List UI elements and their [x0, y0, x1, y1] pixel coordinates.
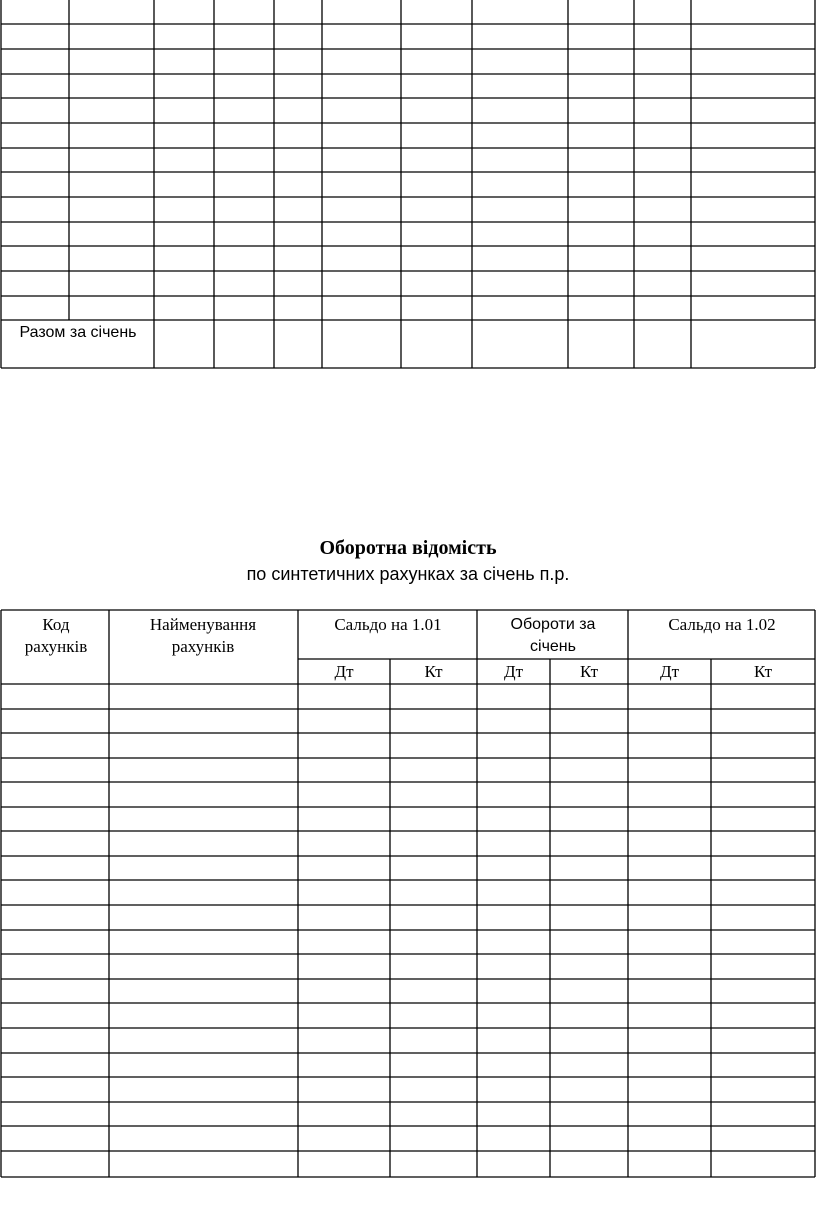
top-table-total-label: Разом за січень	[19, 324, 137, 341]
document-subtitle: по синтетичних рахунках за січень п.р.	[246, 564, 570, 584]
header-balance-start: Сальдо на 1.01	[334, 615, 442, 634]
header-turnover: Обороти за січень	[510, 616, 596, 655]
header-name: Найменування рахунків	[149, 615, 257, 656]
subheader-debit-start: Дт	[334, 662, 354, 681]
subheader-debit-end: Дт	[659, 662, 680, 681]
subheader-credit-end: Кт	[753, 662, 773, 681]
subheader-debit-turnover: Дт	[503, 662, 524, 681]
document-title: Оборотна відомість	[319, 537, 497, 559]
header-code: Код рахунків	[24, 615, 88, 656]
subheader-credit-start: Кт	[424, 662, 443, 681]
subheader-credit-turnover: Кт	[579, 662, 599, 681]
header-balance-end: Сальдо на 1.02	[668, 615, 776, 634]
